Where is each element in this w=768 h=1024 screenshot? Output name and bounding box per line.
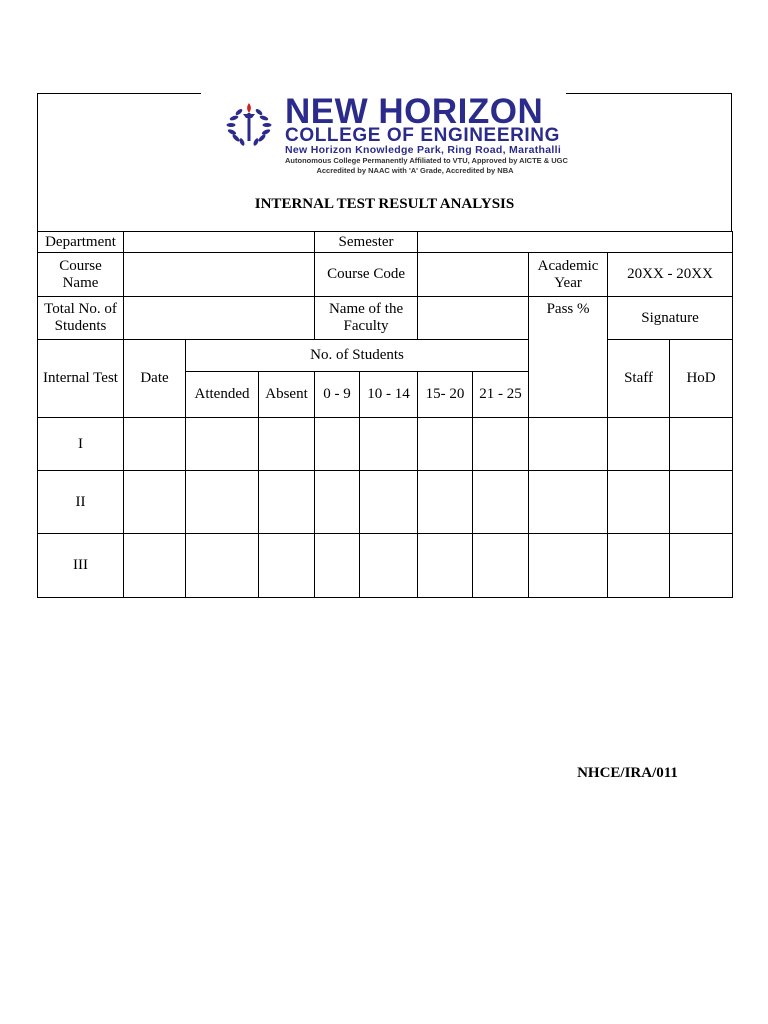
total-students-field[interactable]: [124, 297, 315, 340]
hod-signature-cell[interactable]: [670, 418, 733, 471]
result-analysis-table: [37, 231, 733, 598]
staff-signature-cell[interactable]: [608, 471, 670, 534]
college-address: New Horizon Knowledge Park, Ring Road, Marathalli: [285, 144, 562, 156]
range-21-25-cell[interactable]: [473, 534, 529, 598]
department-label: Department: [38, 232, 124, 253]
hod-signature-cell[interactable]: [670, 471, 733, 534]
frame-border-right: [731, 93, 732, 232]
pass-percent-cell[interactable]: [529, 534, 608, 598]
frame-border-top-right: [566, 93, 732, 94]
pass-percent-header: [529, 297, 608, 418]
department-row: [38, 232, 733, 253]
attended-cell[interactable]: [186, 418, 259, 471]
test-label: I: [38, 418, 124, 471]
date-cell[interactable]: [124, 534, 186, 598]
academic-year-label: Academic Year: [529, 253, 608, 297]
semester-field[interactable]: [418, 232, 733, 253]
range-15-20-cell[interactable]: [418, 471, 473, 534]
semester-label: Semester: [315, 232, 418, 253]
header-row-1: [38, 340, 733, 372]
range-15-20-cell[interactable]: [418, 534, 473, 598]
date-header: Date: [124, 340, 186, 418]
frame-border-top-left: [37, 93, 201, 94]
no-of-students-header: No. of Students: [186, 340, 529, 372]
pass-percent-cell[interactable]: [529, 471, 608, 534]
range-0-9-cell[interactable]: [315, 534, 360, 598]
staff-header: Staff: [608, 340, 670, 418]
range-15-20-header: 15- 20: [418, 372, 473, 418]
range-10-14-cell[interactable]: [360, 471, 418, 534]
attended-header: Attended: [186, 372, 259, 418]
college-accreditation: Accredited by NAAC with 'A' Grade, Accredited by NBA: [316, 166, 514, 175]
course-code-field[interactable]: [418, 253, 529, 297]
college-affiliation: Autonomous College Permanently Affiliated to VTU, Approved by AICTE & UGC: [285, 156, 568, 165]
attended-cell[interactable]: [186, 471, 259, 534]
attended-cell[interactable]: [186, 534, 259, 598]
range-0-9-header: 0 - 9: [315, 372, 360, 418]
course-code-label: Course Code: [315, 253, 418, 297]
signature-header: Signature: [608, 297, 733, 340]
date-cell[interactable]: [124, 471, 186, 534]
course-name-label: Course Name: [38, 253, 124, 297]
college-name: NEW HORIZON: [285, 92, 544, 131]
pass-percent-label: Pass %: [546, 301, 590, 317]
department-field[interactable]: [124, 232, 315, 253]
faculty-field[interactable]: [418, 297, 529, 340]
range-10-14-cell[interactable]: [360, 418, 418, 471]
hod-header: HoD: [670, 340, 733, 418]
range-21-25-cell[interactable]: [473, 471, 529, 534]
course-name-field[interactable]: [124, 253, 315, 297]
test-label: III: [38, 534, 124, 598]
range-10-14-cell[interactable]: [360, 534, 418, 598]
faculty-label: Name of the Faculty: [315, 297, 418, 340]
range-0-9-cell[interactable]: [315, 471, 360, 534]
range-0-9-cell[interactable]: [315, 418, 360, 471]
internal-test-header: Internal Test: [38, 340, 124, 418]
table-row: [38, 418, 733, 471]
absent-cell[interactable]: [259, 534, 315, 598]
range-21-25-cell[interactable]: [473, 418, 529, 471]
total-students-label: Total No. of Students: [38, 297, 124, 340]
absent-cell[interactable]: [259, 471, 315, 534]
academic-year-field[interactable]: 20XX - 20XX: [608, 253, 733, 297]
torch-wreath-icon: [221, 100, 277, 148]
table-row: [38, 471, 733, 534]
college-logo: [201, 94, 566, 178]
pass-percent-cell[interactable]: [529, 418, 608, 471]
document-title: INTERNAL TEST RESULT ANALYSIS: [254, 196, 515, 212]
table-row: [38, 534, 733, 598]
staff-signature-cell[interactable]: [608, 418, 670, 471]
range-21-25-header: 21 - 25: [473, 372, 529, 418]
absent-header: Absent: [259, 372, 315, 418]
course-row: [38, 253, 733, 297]
absent-cell[interactable]: [259, 418, 315, 471]
test-label: II: [38, 471, 124, 534]
staff-signature-cell[interactable]: [608, 534, 670, 598]
hod-signature-cell[interactable]: [670, 534, 733, 598]
range-15-20-cell[interactable]: [418, 418, 473, 471]
document-code: NHCE/IRA/011: [577, 765, 678, 781]
range-10-14-header: 10 - 14: [360, 372, 418, 418]
college-subtitle: COLLEGE OF ENGINEERING: [285, 125, 560, 146]
date-cell[interactable]: [124, 418, 186, 471]
students-faculty-row: [38, 297, 733, 340]
